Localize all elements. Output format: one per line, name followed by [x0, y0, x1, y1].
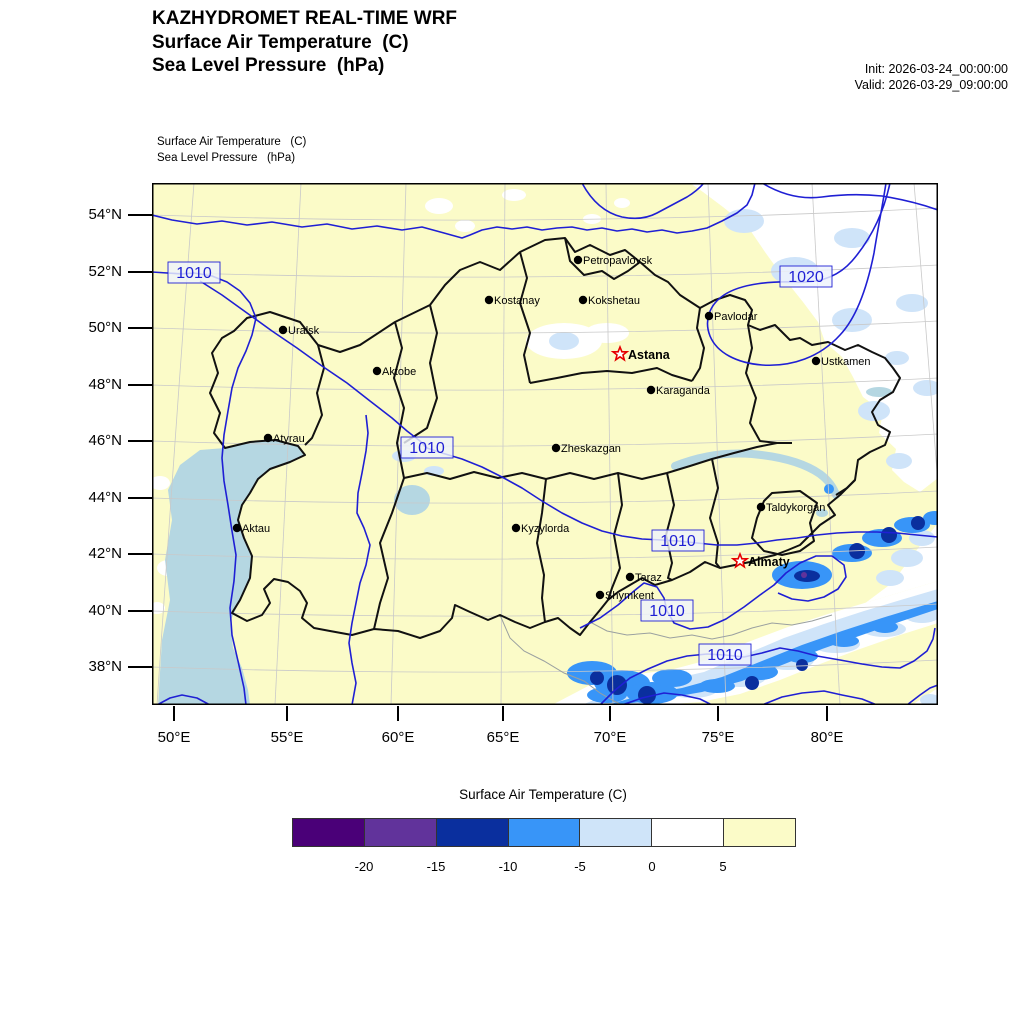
colorbar	[292, 818, 796, 847]
x-axis-label: 65°E	[486, 729, 520, 746]
colorbar-cell	[364, 818, 437, 847]
x-axis-tick	[609, 706, 611, 721]
colorbar-tick-label: -20	[354, 859, 374, 874]
y-axis-label: 40°N	[88, 602, 122, 619]
y-axis-tick	[128, 384, 152, 386]
x-axis-tick	[286, 706, 288, 721]
y-axis-label: 48°N	[88, 376, 122, 393]
contour-label	[699, 644, 751, 665]
page-subtitle-temp: Surface Air Temperature (C)	[152, 32, 409, 53]
city-label: Shymkent	[605, 590, 654, 602]
page-subtitle-pres: Sea Level Pressure (hPa)	[152, 55, 385, 76]
city-label: Karaganda	[656, 385, 710, 397]
city-label: Aktau	[242, 523, 271, 535]
y-axis-tick	[128, 610, 152, 612]
colorbar-title: Surface Air Temperature (C)	[459, 787, 627, 802]
x-axis-tick	[717, 706, 719, 721]
city-label: Aktobe	[382, 366, 417, 378]
city-dot-icon	[705, 312, 713, 320]
contour-label-text: 1010	[707, 647, 743, 664]
colorbar-cell	[292, 818, 365, 847]
y-axis-tick	[128, 214, 152, 216]
city-dot-icon	[574, 256, 582, 264]
x-axis-tick	[397, 706, 399, 721]
y-axis-label: 42°N	[88, 545, 122, 562]
colorbar-cell	[508, 818, 581, 847]
contour-label-text: 1010	[649, 603, 685, 620]
city-label: Taraz	[635, 572, 662, 584]
x-axis-label: 60°E	[381, 729, 415, 746]
x-axis-label: 80°E	[810, 729, 844, 746]
city-dot-icon	[485, 296, 493, 304]
city-marker-kostanay	[485, 295, 541, 307]
weather-map	[152, 183, 938, 705]
y-axis-tick	[128, 271, 152, 273]
contour-label	[168, 262, 220, 283]
city-marker-shymkent	[596, 590, 654, 602]
valid-time: Valid: 2026-03-29_09:00:00	[854, 78, 1008, 92]
city-label: Zheskazgan	[561, 443, 621, 455]
city-label: Petropavlovsk	[583, 255, 653, 267]
contour-label-text: 1010	[409, 440, 445, 457]
contour-label	[780, 266, 832, 287]
map-legend-line1: Surface Air Temperature (C)	[157, 136, 307, 148]
y-axis-tick	[128, 327, 152, 329]
y-axis-label: 50°N	[88, 319, 122, 336]
y-axis-label: 54°N	[88, 206, 122, 223]
city-marker-kokshetau	[579, 295, 640, 307]
city-marker-karaganda	[647, 385, 711, 397]
city-dot-icon	[647, 386, 655, 394]
city-marker-zheskazgan	[552, 443, 621, 455]
init-time: Init: 2026-03-24_00:00:00	[864, 62, 1008, 76]
temp-region-neg20-neg15	[801, 572, 807, 578]
colorbar-tick-label: -5	[574, 859, 586, 874]
contour-label-text: 1010	[660, 533, 696, 550]
city-label: Taldykorgan	[766, 502, 826, 514]
y-axis-label: 44°N	[88, 489, 122, 506]
city-dot-icon	[552, 444, 560, 452]
colorbar-tick-label: 0	[648, 859, 656, 874]
x-axis-tick	[826, 706, 828, 721]
colorbar-cell	[723, 818, 796, 847]
x-axis-label: 55°E	[270, 729, 304, 746]
city-dot-icon	[626, 573, 634, 581]
city-label: Astana	[628, 348, 670, 362]
y-axis-tick	[128, 497, 152, 499]
y-axis-tick	[128, 666, 152, 668]
page-title: KAZHYDROMET REAL-TIME WRF	[152, 8, 458, 29]
city-label: Atyrau	[273, 433, 305, 445]
city-marker-ustkamen	[812, 356, 871, 368]
x-axis-tick	[173, 706, 175, 721]
contour-label-text: 1020	[788, 269, 824, 286]
city-dot-icon	[596, 591, 604, 599]
x-axis-label: 70°E	[593, 729, 627, 746]
x-axis-label: 75°E	[701, 729, 735, 746]
model-times	[855, 61, 1008, 93]
city-label: Almaty	[748, 555, 790, 569]
colorbar-tick-label: -10	[498, 859, 518, 874]
y-axis-label: 46°N	[88, 432, 122, 449]
city-label: Kostanay	[494, 295, 540, 307]
city-label: Kokshetau	[588, 295, 640, 307]
city-dot-icon	[233, 524, 241, 532]
y-axis-tick	[128, 440, 152, 442]
city-dot-icon	[279, 326, 287, 334]
contour-label	[401, 437, 453, 458]
city-marker-kyzylorda	[512, 523, 570, 535]
city-dot-icon	[512, 524, 520, 532]
city-label: Ustkamen	[821, 356, 871, 368]
colorbar-cell	[651, 818, 724, 847]
city-dot-icon	[579, 296, 587, 304]
city-label: Uralsk	[288, 325, 320, 337]
y-axis-label: 38°N	[88, 658, 122, 675]
city-dot-icon	[812, 357, 820, 365]
colorbar-tick-label: 5	[719, 859, 727, 874]
colorbar-tick-label: -15	[426, 859, 446, 874]
x-axis-tick	[502, 706, 504, 721]
contour-label-text: 1010	[176, 265, 212, 282]
contour-label	[641, 600, 693, 621]
city-dot-icon	[373, 367, 381, 375]
colorbar-cell	[579, 818, 652, 847]
city-marker-taldykorgan	[757, 502, 826, 514]
city-marker-petropavlovsk	[574, 255, 653, 267]
y-axis-label: 52°N	[88, 263, 122, 280]
city-dot-icon	[757, 503, 765, 511]
y-axis-tick	[128, 553, 152, 555]
city-label: Pavlodar	[714, 311, 758, 323]
colorbar-cell	[436, 818, 509, 847]
city-dot-icon	[264, 434, 272, 442]
contour-label	[652, 530, 704, 551]
map-legend-line2: Sea Level Pressure (hPa)	[157, 152, 296, 164]
lake-tengiz	[549, 332, 579, 350]
x-axis-label: 50°E	[157, 729, 191, 746]
city-label: Kyzylorda	[521, 523, 570, 535]
